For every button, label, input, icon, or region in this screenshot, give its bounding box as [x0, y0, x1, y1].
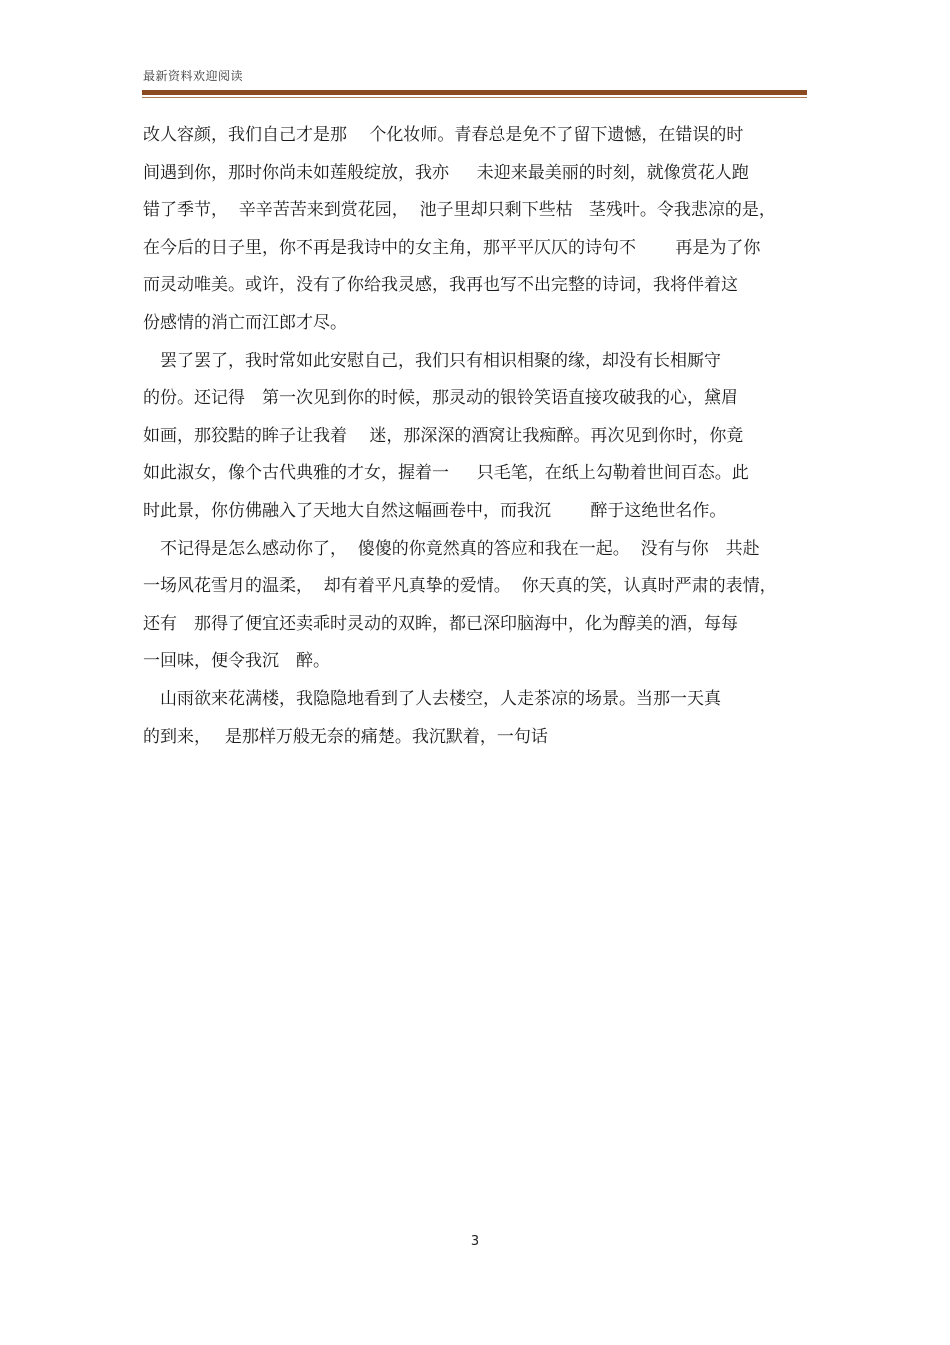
text-line: 错了季节， 辛辛苦苦来到赏花园， 池子里却只剩下些枯 茎残叶。令我悲凉的是， [143, 200, 776, 221]
page-number: 3 [470, 1234, 480, 1249]
text-line: 如此淑女，像个古代典雅的才女，握着一 只毛笔，在纸上勾勒着世间百态。此 [143, 463, 749, 484]
text-line: 改人容颜，我们自己才是那 个化妆师。青春总是免不了留下遗憾，在错误的时 [143, 125, 744, 145]
text-line: 份感情的消亡而江郎才尽。 [143, 312, 347, 333]
text-line: 还有 那得了便宜还卖乖时灵动的双眸，都已深印脑海中，化为醇美的酒，每每 [143, 613, 738, 634]
text-line: 间遇到你，那时你尚未如莲般绽放，我亦 未迎来最美丽的时刻，就像赏花人跑 [143, 162, 749, 183]
text-line: 山雨欲来花满楼，我隐隐地看到了人去楼空，人走茶凉的场景。当那一天真 [143, 688, 721, 709]
body-text [143, 117, 808, 756]
running-header: 最新资料欢迎阅读 [143, 69, 244, 83]
text-line: 罢了罢了，我时常如此安慰自己，我们只有相识相聚的缘，却没有长相厮守 [143, 350, 721, 371]
text-line: 而灵动唯美。或许，没有了你给我灵感，我再也写不出完整的诗词，我将伴着这 [143, 275, 738, 296]
text-line: 时此景，你仿佛融入了天地大自然这幅画卷中，而我沉 醉于这绝世名作。 [143, 500, 727, 521]
text-line: 的到来， 是那样万般无奈的痛楚。我沉默着，一句话 [143, 726, 548, 747]
header-rule-thick [142, 90, 807, 95]
text-line: 如画，那狡黠的眸子让我着 迷，那深深的酒窝让我痴醉。再次见到你时，你竟 [143, 425, 744, 446]
text-line: 不记得是怎么感动你了， 傻傻的你竟然真的答应和我在一起。 没有与你 共赴 [143, 538, 760, 559]
header-rule-thin [142, 97, 807, 98]
text-line: 在今后的日子里，你不再是我诗中的女主角，那平平仄仄的诗句不 再是为了你 [143, 237, 761, 258]
text-line: 一回味，便令我沉 醉。 [143, 651, 330, 672]
text-line: 一场风花雪月的温柔， 却有着平凡真挚的爱情。 你天真的笑，认真时严肃的表情， [143, 576, 777, 597]
text-line: 的份。还记得 第一次见到你的时候，那灵动的银铃笑语直接攻破我的心，黛眉 [143, 388, 738, 409]
